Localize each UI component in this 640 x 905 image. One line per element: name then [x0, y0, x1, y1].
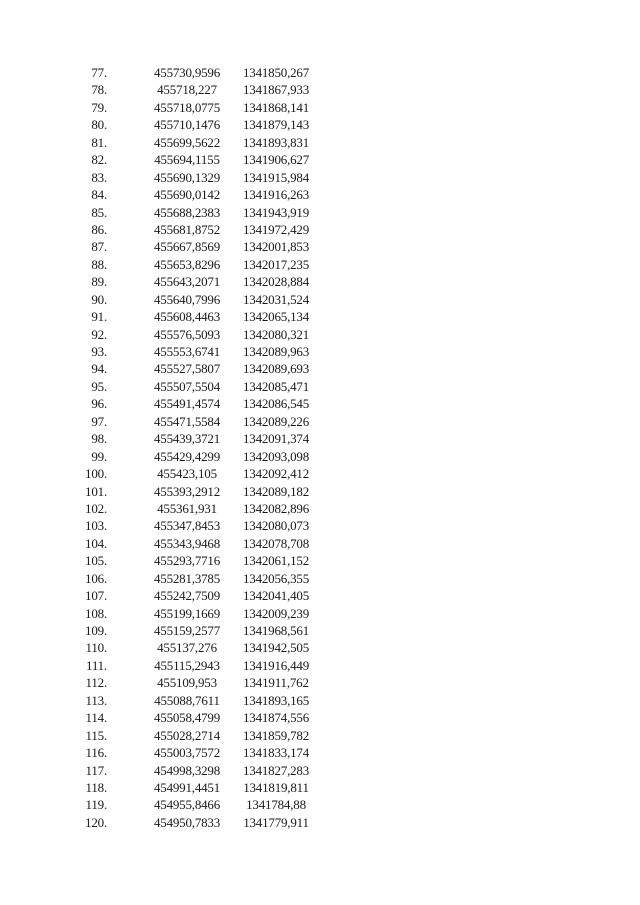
table-row [0, 517, 640, 534]
point-number: 103. [85, 518, 107, 534]
x-coordinate: 455640,7996 [153, 291, 221, 307]
x-coordinate: 454955,8466 [153, 797, 221, 813]
y-coordinate: 1342001,853 [242, 239, 310, 255]
x-coordinate: 455730,9596 [153, 65, 221, 80]
table-row [0, 116, 640, 133]
y-coordinate: 1341833,174 [242, 745, 310, 761]
point-number: 79. [91, 99, 107, 115]
x-coordinate: 455199,1669 [153, 605, 221, 621]
point-number: 90. [91, 291, 107, 307]
point-number: 105. [85, 553, 107, 569]
y-coordinate: 1341972,429 [242, 221, 310, 237]
table-row [0, 500, 640, 517]
y-coordinate: 1342009,239 [242, 605, 310, 621]
x-coordinate: 455688,2383 [153, 204, 221, 220]
point-number: 109. [85, 623, 107, 638]
point-number: 119. [85, 797, 107, 813]
point-number: 97. [91, 413, 107, 429]
point-number: 115. [85, 727, 107, 743]
table-row [0, 291, 640, 308]
x-coordinate: 455699,5622 [153, 134, 221, 150]
y-coordinate: 1342031,524 [242, 291, 310, 307]
table-row [0, 169, 640, 186]
y-coordinate: 1342082,896 [242, 500, 310, 516]
x-coordinate: 455694,1155 [154, 152, 220, 168]
y-coordinate: 1342056,355 [242, 570, 310, 586]
point-number: 104. [85, 535, 107, 551]
y-coordinate: 1341850,267 [242, 65, 310, 80]
x-coordinate: 455681,8752 [153, 221, 221, 237]
point-number: 116. [85, 745, 107, 761]
x-coordinate: 455491,4574 [153, 396, 221, 412]
coordinates-table [0, 64, 640, 831]
x-coordinate: 455439,3721 [153, 431, 221, 447]
point-number: 99. [91, 448, 107, 464]
point-number: 87. [91, 239, 107, 255]
x-coordinate: 455667,8569 [153, 239, 221, 255]
point-number: 88. [91, 256, 107, 272]
y-coordinate: 1342080,321 [242, 326, 310, 342]
x-coordinate: 454991,4451 [153, 779, 221, 795]
y-coordinate: 1341942,505 [242, 640, 310, 656]
table-row [0, 744, 640, 761]
y-coordinate: 1341867,933 [242, 82, 310, 98]
table-row [0, 605, 640, 622]
table-row [0, 535, 640, 552]
y-coordinate: 1341827,283 [242, 762, 310, 778]
point-number: 114. [85, 710, 107, 726]
point-number: 78. [91, 82, 107, 98]
point-number: 83. [91, 169, 107, 185]
y-coordinate: 1342086,545 [242, 396, 310, 412]
x-coordinate: 455281,3785 [153, 570, 221, 586]
point-number: 118. [85, 779, 107, 795]
y-coordinate: 1342078,708 [242, 535, 310, 551]
x-coordinate: 455109,953 [157, 675, 217, 691]
point-number: 98. [91, 431, 107, 447]
point-number: 107. [85, 588, 107, 604]
x-coordinate: 455429,4299 [153, 448, 221, 464]
table-row [0, 360, 640, 377]
table-row [0, 622, 640, 639]
table-row [0, 465, 640, 482]
table-row [0, 99, 640, 116]
table-row [0, 709, 640, 726]
point-number: 77. [91, 65, 107, 80]
x-coordinate: 455393,2912 [153, 483, 221, 499]
table-row [0, 657, 640, 674]
y-coordinate: 1342041,405 [242, 588, 310, 604]
table-row [0, 674, 640, 691]
x-coordinate: 455576,5093 [153, 326, 221, 342]
x-coordinate: 455115,2943 [154, 657, 220, 673]
x-coordinate: 455643,2071 [153, 274, 221, 290]
x-coordinate: 455507,5504 [153, 378, 221, 394]
point-number: 120. [85, 814, 107, 830]
y-coordinate: 1342089,963 [242, 344, 310, 359]
table-row [0, 81, 640, 98]
y-coordinate: 1341893,831 [242, 134, 310, 150]
x-coordinate: 455347,8453 [153, 518, 221, 534]
x-coordinate: 455293,7716 [153, 553, 221, 569]
table-row [0, 256, 640, 273]
point-number: 108. [85, 605, 107, 621]
x-coordinate: 455718,0775 [153, 99, 221, 115]
table-row [0, 221, 640, 238]
table-row [0, 64, 640, 81]
x-coordinate: 455553,6741 [153, 344, 221, 359]
table-row [0, 151, 640, 168]
point-number: 102. [85, 500, 107, 516]
point-number: 92. [91, 326, 107, 342]
table-row [0, 779, 640, 796]
point-number: 100. [85, 466, 107, 482]
x-coordinate: 455608,4463 [153, 309, 221, 325]
x-coordinate: 455423,105 [157, 466, 217, 482]
point-number: 101. [85, 483, 107, 499]
table-row [0, 587, 640, 604]
point-number: 91. [91, 309, 107, 325]
y-coordinate: 1341943,919 [242, 204, 310, 220]
table-row [0, 448, 640, 465]
y-coordinate: 1341868,141 [242, 99, 310, 115]
y-coordinate: 1342065,134 [242, 309, 310, 325]
point-number: 85. [91, 204, 107, 220]
point-number: 81. [91, 134, 107, 150]
point-number: 106. [85, 570, 107, 586]
table-row [0, 692, 640, 709]
y-coordinate: 1342085,471 [242, 378, 310, 394]
y-coordinate: 1342080,073 [242, 518, 310, 534]
x-coordinate: 455361,931 [157, 500, 217, 516]
point-number: 82. [91, 152, 107, 168]
x-coordinate: 455137,276 [157, 640, 217, 656]
x-coordinate: 455527,5807 [153, 361, 221, 377]
y-coordinate: 1342028,884 [242, 274, 310, 290]
y-coordinate: 1342017,235 [242, 256, 310, 272]
table-row [0, 639, 640, 656]
x-coordinate: 455718,227 [157, 82, 217, 98]
point-number: 80. [91, 117, 107, 133]
table-row [0, 430, 640, 447]
point-number: 94. [91, 361, 107, 377]
y-coordinate: 1342093,098 [242, 448, 310, 464]
point-number: 112. [85, 675, 107, 691]
table-row [0, 814, 640, 831]
point-number: 86. [91, 221, 107, 237]
x-coordinate: 455653,8296 [153, 256, 221, 272]
y-coordinate: 1341906,627 [242, 152, 310, 168]
y-coordinate: 1342061,152 [242, 553, 310, 569]
table-row [0, 204, 640, 221]
x-coordinate: 455242,7509 [153, 588, 221, 604]
table-row [0, 326, 640, 343]
x-coordinate: 455028,2714 [153, 727, 221, 743]
table-row [0, 134, 640, 151]
x-coordinate: 454998,3298 [153, 762, 221, 778]
y-coordinate: 1342089,226 [242, 413, 310, 429]
y-coordinate: 1342091,374 [242, 431, 310, 447]
table-row [0, 552, 640, 569]
x-coordinate: 455003,7572 [153, 745, 221, 761]
point-number: 95. [91, 378, 107, 394]
table-row [0, 413, 640, 430]
y-coordinate: 1342089,693 [242, 361, 310, 377]
x-coordinate: 455058,4799 [153, 710, 221, 726]
x-coordinate: 455471,5584 [153, 413, 221, 429]
x-coordinate: 455710,1476 [153, 117, 221, 133]
table-row [0, 378, 640, 395]
y-coordinate: 1341879,143 [242, 117, 310, 133]
table-row [0, 273, 640, 290]
y-coordinate: 1342089,182 [242, 483, 310, 499]
y-coordinate: 1341859,782 [242, 727, 310, 743]
y-coordinate: 1341916,263 [242, 187, 310, 203]
table-row [0, 186, 640, 203]
x-coordinate: 455088,7611 [154, 692, 220, 708]
table-row [0, 796, 640, 813]
point-number: 89. [91, 274, 107, 290]
point-number: 117. [85, 762, 107, 778]
y-coordinate: 1342092,412 [242, 466, 310, 482]
y-coordinate: 1341893,165 [242, 692, 310, 708]
y-coordinate: 1341819,811 [243, 779, 309, 795]
point-number: 111. [86, 657, 107, 673]
x-coordinate: 454950,7833 [153, 814, 221, 830]
y-coordinate: 1341915,984 [242, 169, 310, 185]
table-row [0, 343, 640, 360]
table-row [0, 483, 640, 500]
point-number: 93. [91, 344, 107, 359]
point-number: 113. [85, 692, 107, 708]
point-number: 96. [91, 396, 107, 412]
x-coordinate: 455690,1329 [153, 169, 221, 185]
point-number: 84. [91, 187, 107, 203]
table-row [0, 308, 640, 325]
table-row [0, 727, 640, 744]
point-number: 110. [85, 640, 107, 656]
table-row [0, 762, 640, 779]
x-coordinate: 455690,0142 [153, 187, 221, 203]
table-row [0, 570, 640, 587]
table-row [0, 238, 640, 255]
y-coordinate: 1341911,762 [243, 675, 309, 691]
x-coordinate: 455159,2577 [153, 623, 221, 638]
y-coordinate: 1341968,561 [242, 623, 310, 638]
table-row [0, 395, 640, 412]
y-coordinate: 1341916,449 [242, 657, 310, 673]
y-coordinate: 1341874,556 [242, 710, 310, 726]
x-coordinate: 455343,9468 [153, 535, 221, 551]
y-coordinate: 1341779,911 [243, 814, 309, 830]
y-coordinate: 1341784,88 [246, 797, 306, 813]
